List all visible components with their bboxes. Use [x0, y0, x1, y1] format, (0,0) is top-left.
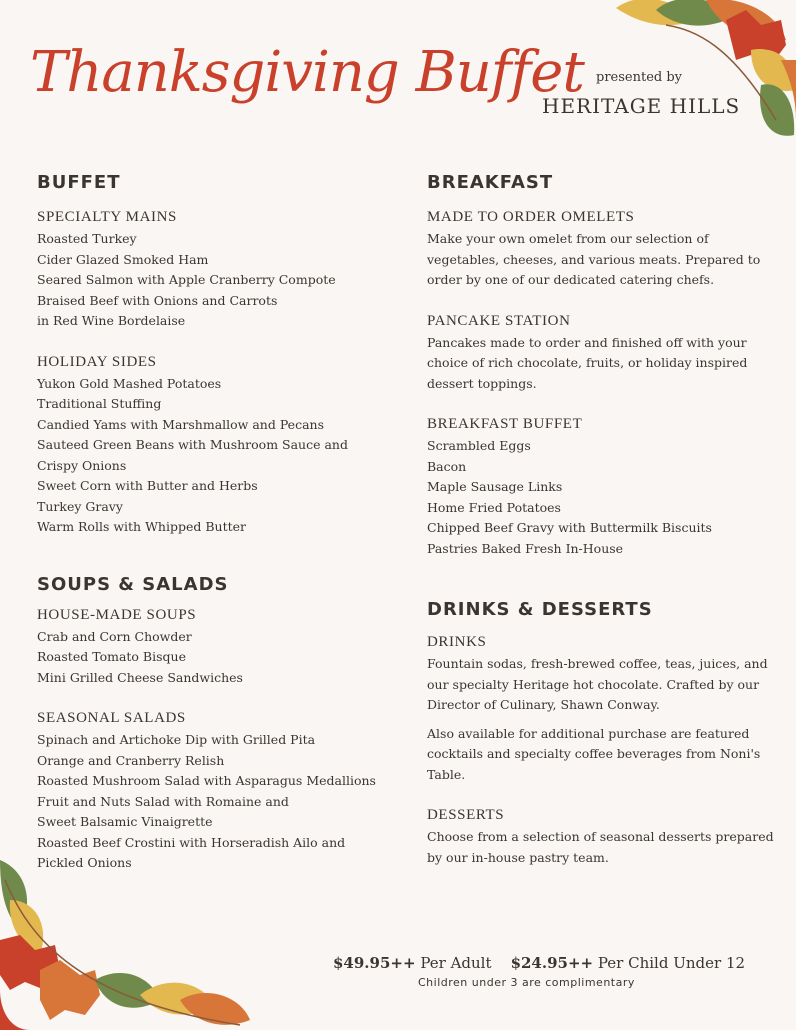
desserts-title: DESSERTS [427, 807, 505, 823]
specialty-mains-title: SPECIALTY MAINS [37, 209, 177, 225]
brand-name: HERITAGE HILLS [542, 94, 741, 118]
child-price: $24.95++ [510, 954, 594, 972]
list-item: Sauteed Green Beans with Mushroom Sauce and [37, 437, 348, 452]
buffet-heading: BUFFET [37, 172, 121, 193]
house-made-soups-title: HOUSE-MADE SOUPS [37, 606, 197, 623]
holiday-sides-title: HOLIDAY SIDES [37, 353, 157, 370]
drinks-title: DRINKS [427, 634, 487, 650]
seasonal-salads-title: SEASONAL SALADS [37, 710, 186, 726]
pancake-description: Pancakes made to order and finished off with your choice of rich chocolate, fruits, or holiday inspired dessert toppings. [427, 334, 748, 391]
list-item: Fruit and Nuts Salad with Romaine and [37, 793, 289, 809]
list-item: Chipped Beef Gravy with Buttermilk Biscuits [427, 520, 712, 535]
list-item: Pickled Onions [37, 855, 132, 870]
list-item: Bacon [427, 458, 467, 474]
list-item: Traditional Stuffing [37, 396, 162, 411]
right-column [427, 172, 777, 868]
list-item: Yukon Gold Mashed Potatoes [37, 375, 222, 391]
list-item: Sweet Balsamic Vinaigrette [37, 814, 213, 829]
page-title: Thanksgiving Buffet [30, 40, 584, 105]
breakfast-buffet-title: BREAKFAST BUFFET [427, 416, 583, 432]
list-item: Roasted Tomato Bisque [37, 649, 186, 664]
list-item: Turkey Gravy [37, 498, 123, 514]
child-label: Per Child Under 12 [597, 954, 746, 972]
list-item: Scrambled Eggs [427, 438, 531, 453]
list-item: Cider Glazed Smoked Ham [37, 251, 209, 267]
pricing-note: Children under 3 are complimentary [418, 976, 635, 989]
left-column [37, 172, 397, 874]
list-item: in Red Wine Bordelaise [37, 313, 186, 328]
list-item: Crab and Corn Chowder [37, 628, 192, 644]
list-item: Crispy Onions [37, 457, 127, 473]
desserts-description: Choose from a selection of seasonal desserts prepared by our in-house pastry team. [427, 829, 774, 865]
list-item: Warm Rolls with Whipped Butter [37, 519, 247, 534]
list-item: Home Fried Potatoes [427, 499, 561, 515]
list-item: Mini Grilled Cheese Sandwiches [37, 669, 243, 685]
adult-label: Per Adult [420, 954, 492, 972]
omelets-description: Make your own omelet from our selection of vegetables, cheeses, and various meats. Prepared to order by one of our dedicated catering chefs. [427, 231, 761, 287]
drinks-description: Fountain sodas, fresh-brewed coffee, teas, juices, and our specialty Heritage hot chocolate. Crafted by our Director of Culinary, Shawn Conway. [427, 656, 768, 712]
drinks-desserts-heading: DRINKS & DESSERTS [427, 599, 653, 620]
omelets-title: MADE TO ORDER OMELETS [427, 209, 635, 225]
drinks-extra-description: Also available for additional purchase are featured cocktails and specialty coffee beverages from Noni's Table. [427, 725, 761, 782]
list-item: Roasted Beef Crostini with Horseradish Ailo and [37, 834, 346, 850]
presented-by-label: presented by [596, 70, 683, 85]
list-item: Pastries Baked Fresh In-House [427, 540, 624, 556]
list-item: Seared Salmon with Apple Cranberry Compote [37, 272, 336, 287]
pancake-station-title: PANCAKE STATION [427, 312, 571, 329]
breakfast-heading: BREAKFAST [427, 172, 554, 193]
list-item: Roasted Mushroom Salad with Asparagus Medallions [37, 773, 376, 788]
list-item: Braised Beef with Onions and Carrots [37, 292, 278, 308]
list-item: Candied Yams with Marshmallow and Pecans [37, 416, 324, 432]
list-item: Roasted Turkey [37, 231, 137, 246]
soups-salads-heading: SOUPS & SALADS [37, 573, 229, 595]
list-item: Spinach and Artichoke Dip with Grilled Pita [37, 732, 316, 747]
list-item: Maple Sausage Links [427, 479, 563, 494]
adult-price: $49.95++ [333, 954, 416, 972]
pricing-line [333, 954, 745, 972]
autumn-leaves-bottom-left-icon [0, 860, 250, 1030]
list-item: Sweet Corn with Butter and Herbs [37, 478, 258, 493]
list-item: Orange and Cranberry Relish [37, 752, 225, 768]
